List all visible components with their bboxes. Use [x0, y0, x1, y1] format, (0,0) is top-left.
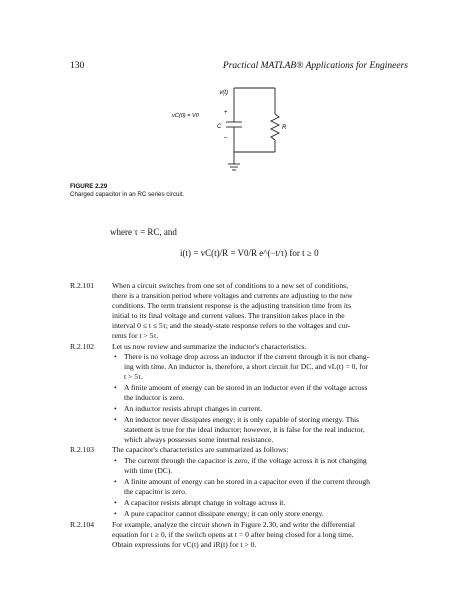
- text-line: The current through the capacitor is zero, if the voltage across it is not changing: [124, 456, 367, 465]
- r-label: R: [282, 125, 287, 131]
- text-line: the inductor is zero.: [124, 393, 185, 402]
- item-tag: R.2.103: [70, 445, 95, 454]
- minus-sign: –: [224, 135, 228, 141]
- text-line: t > 5τ.: [124, 372, 143, 381]
- text-line: There is no voltage drop across an inductor if the current through it is not chang-: [124, 352, 370, 361]
- text-line: When a circuit switches from one set of conditions to a new set of conditions,: [112, 281, 348, 290]
- current-equation: i(t) = vC(t)/R = V0/R e^(−t/τ) for t ≥ 0: [180, 248, 319, 258]
- item-r2101: [70, 281, 406, 341]
- text-line: A finite amount of energy can be stored in a capacitor even if the current through: [124, 477, 370, 486]
- text-line: interval 0 ≤ t ≤ 5τ; and the steady-state response refers to the voltages and cur-: [112, 321, 351, 330]
- figure-label: FIGURE 2.29: [70, 183, 108, 190]
- figure-caption: [70, 183, 184, 199]
- item-tag: R.2.102: [70, 342, 95, 351]
- item-tag: R.2.101: [70, 281, 95, 290]
- text-line: with time (DC).: [124, 466, 173, 475]
- text-line: ing with time. An inductor is, therefore, a short circuit for DC, and vL(t) = 0, for: [124, 362, 369, 371]
- text-line: which always possesses some internal resistance.: [124, 435, 274, 444]
- text-line: rents for t > 5τ.: [112, 331, 159, 340]
- plus-sign: +: [224, 110, 228, 116]
- item-r2104: [70, 520, 406, 552]
- item-r2103: [70, 445, 406, 455]
- text-line: The capacitor's characteristics are summarized as follows:: [112, 445, 289, 454]
- vt-label: v(t): [219, 90, 228, 96]
- text-line: An inductor resists abrupt changes in current.: [124, 404, 263, 413]
- item-tag: R.2.104: [70, 520, 95, 529]
- running-title: Practical MATLAB® Applications for Engineers: [222, 61, 408, 71]
- figure-caption-text: Charged capacitor in an RC series circuit.: [70, 191, 185, 198]
- text-line: A capacitor resists abrupt change in voltage across it.: [124, 498, 286, 507]
- text-line: the capacitor is zero.: [124, 487, 187, 496]
- text-line: initial to its final voltage and current values. The transition takes place in the: [112, 311, 345, 320]
- text-line: Let us now review and summarize the inductor's characteristics.: [112, 342, 307, 351]
- rc-circuit-diagram: [170, 84, 300, 180]
- text-line: For example, analyze the circuit shown in Figure 2.30, and write the differential: [112, 520, 355, 529]
- text-line: A finite amount of energy can be stored in an inductor even if the voltage across: [124, 383, 368, 392]
- vc-label: vC(0) = V0: [172, 113, 199, 119]
- page-number: 130: [70, 61, 85, 71]
- where-line: where τ = RC, and: [110, 227, 177, 237]
- text-line: there is a transition period where voltages and currents are adjusting to the new: [112, 291, 353, 300]
- text-line: conditions. The term transient response is the adjusting transition time from its: [112, 301, 352, 310]
- text-line: A pure capacitor cannot dissipate energy; it can only store energy.: [124, 509, 324, 518]
- item-r2102: [70, 342, 406, 352]
- c-label: C: [217, 124, 222, 130]
- text-line: An inductor never dissipates energy; it is only capable of storing energy. This: [124, 415, 360, 424]
- text-line: statement is true for the ideal inductor; however, it is false for the real inductor,: [124, 425, 365, 434]
- text-line: equation for t ≥ 0, if the switch opens at t = 0 after being closed for a long time.: [112, 530, 354, 539]
- text-line: Obtain expressions for vC(t) and iR(t) for t > 0.: [112, 540, 257, 549]
